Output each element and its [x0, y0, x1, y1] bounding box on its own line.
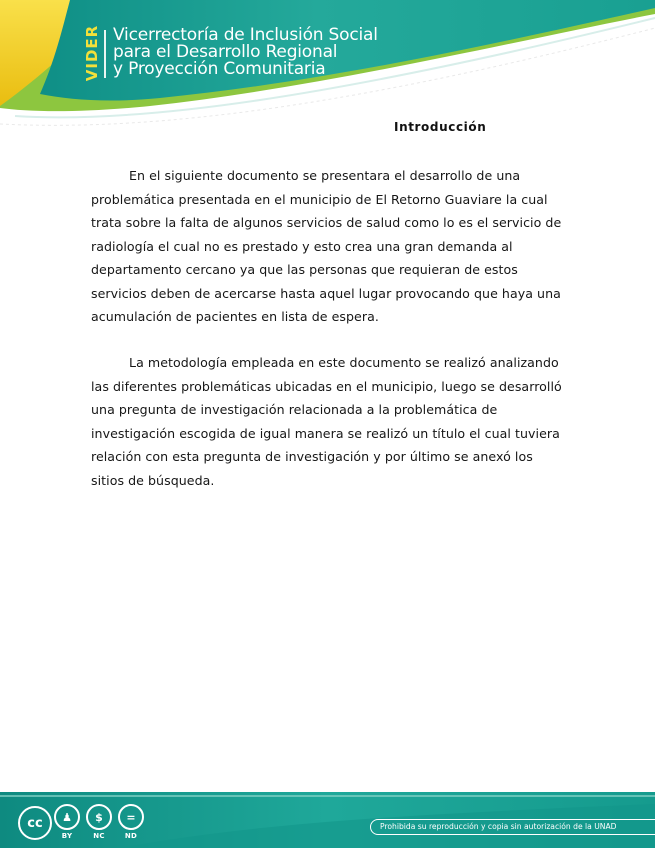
- header-title-line-3: y Proyección Comunitaria: [113, 59, 326, 79]
- cc-badge: [20, 804, 50, 840]
- creative-commons-badges: [20, 804, 146, 840]
- logo-divider: [104, 30, 106, 78]
- nc-label: NC: [93, 832, 105, 840]
- page-header: [0, 0, 655, 135]
- vider-logo-text: VIDER: [83, 24, 102, 82]
- nd-badge: [116, 804, 146, 840]
- noncommercial-dollar-icon: $: [86, 804, 112, 830]
- attribution-person-icon: ♟: [54, 804, 80, 830]
- header-title-line-2: para el Desarrollo Regional: [113, 42, 338, 62]
- noderivatives-equals-icon: =: [118, 804, 144, 830]
- document-heading: Introducción: [394, 120, 487, 134]
- nc-badge: [84, 804, 114, 840]
- vider-logo: [83, 24, 102, 82]
- by-label: BY: [61, 832, 73, 840]
- by-badge: [52, 804, 82, 840]
- paragraph-2: La metodología empleada en este documento se realizó analizando las diferentes problemáticas ubicadas en el municipio, luego se desarrolló una pregunta de investigación relacionada a la problemática de investigación escogida de igual manera se realizó un título el cual tuviera relación con esta pregunta de investigación y por último se anexó los sitios de búsqueda.: [91, 355, 562, 488]
- copyright-notice: Prohibida su reproducción y copia sin autorización de la UNAD: [370, 819, 655, 835]
- header-title-line-1: Vicerrectoría de Inclusión Social: [113, 25, 378, 45]
- nd-label: ND: [124, 832, 138, 840]
- header-title: [113, 27, 378, 78]
- paragraph-1: En el siguiente documento se presentara el desarrollo de una problemática presentada en el municipio de El Retorno Guaviare la cual trata sobre la falta de algunos servicios de salud como lo es el servicio de radiología el cual no es prestado y esto crea una gran demanda al departamento cercano ya que las personas que requieran de estos servicios deben de acercarse hasta aquel lugar provocando que haya una acumulación de pacientes en lista de espera.: [91, 168, 562, 324]
- cc-icon: cc: [18, 806, 52, 840]
